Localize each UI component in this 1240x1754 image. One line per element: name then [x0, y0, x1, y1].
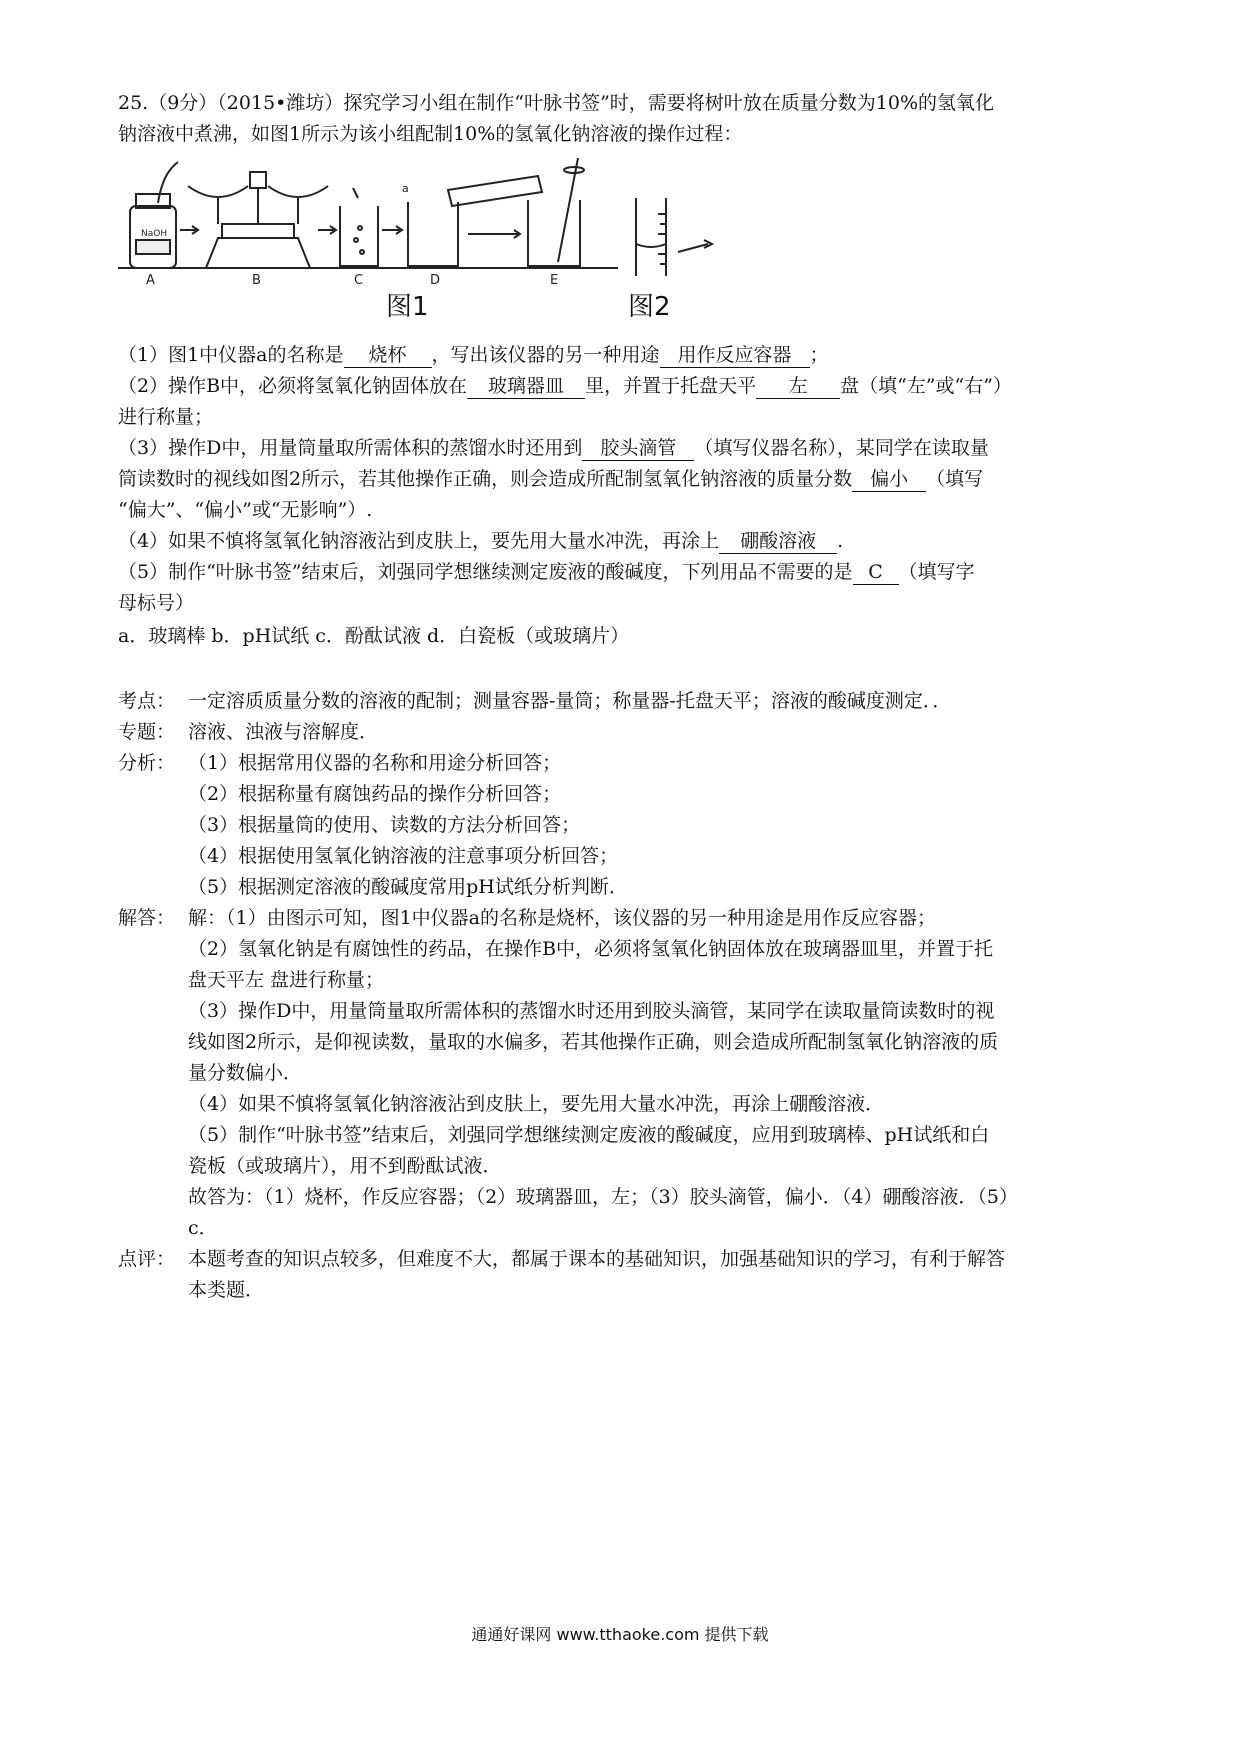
zhuanti-text: 溶液、浊液与溶解度．	[188, 721, 379, 743]
jieda-line: （5）制作“叶脉书签”结束后，刘强同学想继续测定废液的酸碱度，应用到玻璃棒、pH试纸和白	[188, 1124, 990, 1146]
question-5-line2: 母标号）	[118, 592, 195, 614]
label-A: A	[146, 273, 155, 288]
answer-1b: 用作反应容器	[660, 343, 810, 368]
question-5: （5）制作“叶脉书签”结束后，刘强同学想继续测定废液的酸碱度，下列用品不需要的是 C （填写字	[118, 561, 975, 583]
jieda-line: 瓷板（或玻璃片），用不到酚酞试液．	[188, 1155, 502, 1177]
dianping-line: 本题考查的知识点较多，但难度不大，都属于课本的基础知识，加强基础知识的学习，有利于解答	[188, 1248, 1006, 1270]
question-intro-line2: 钠溶液中煮沸，如图1所示为该小组配制10%的氢氧化钠溶液的操作过程：	[118, 123, 743, 145]
dianping-row: 点评： 本题考查的知识点较多，但难度不大，都属于课本的基础知识，加强基础知识的学习，有利于解答 本类题．	[118, 1244, 1128, 1306]
kaodian-text: 一定溶质质量分数的溶液的配制；测量容器-量筒；称量器-托盘天平；溶液的酸碱度测定．．	[188, 690, 952, 712]
jieda-line: c．	[188, 1217, 218, 1239]
jieda-list	[188, 903, 1128, 1244]
fenxi-item: （1）根据常用仪器的名称和用途分析回答；	[188, 752, 562, 774]
jieda-line: 线如图2所示，是仰视读数，量取的水偏多，若其他操作正确，则会造成所配制氢氧化钠溶液的质	[188, 1031, 999, 1053]
label-D: D	[430, 273, 441, 288]
question-2-line2: 进行称量；	[118, 406, 214, 428]
question-options: a．玻璃棒 b．pH试纸 c．酚酞试液 d．白瓷板（或玻璃片）	[118, 625, 630, 647]
answer-1a: 烧杯	[344, 343, 432, 368]
label-C: C	[354, 273, 364, 288]
answer-2b: 左	[756, 374, 840, 399]
page-footer: 通通好课网 www.tthaoke.com 提供下载	[471, 1625, 769, 1644]
label-B: B	[252, 273, 261, 288]
question-4: （4）如果不慎将氢氧化钠溶液沾到皮肤上，要先用大量水冲洗，再涂上 硼酸溶液 .	[118, 530, 844, 552]
jieda-line: 解：（1）由图示可知，图1中仪器a的名称是烧杯，该仪器的另一种用途是用作反应容器；	[188, 907, 937, 929]
answer-3b: 偏小	[852, 467, 926, 492]
fenxi-item: （3）根据量筒的使用、读数的方法分析回答；	[188, 814, 581, 836]
fenxi-item: （2）根据称量有腐蚀药品的操作分析回答；	[188, 783, 562, 805]
question-3: （3）操作D中，用量筒量取所需体积的蒸馏水时还用到 胶头滴管 （填写仪器名称），某同学在读取量	[118, 437, 989, 459]
fenxi-item: （4）根据使用氢氧化钠溶液的注意事项分析回答；	[188, 845, 619, 867]
answer-4: 硼酸溶液	[719, 529, 837, 554]
answer-5: C	[853, 560, 899, 585]
experiment-figure	[118, 158, 748, 336]
jieda-line: 量分数偏小．	[188, 1062, 303, 1084]
fenxi-list	[188, 748, 1128, 903]
figure2-caption: 图2	[628, 292, 671, 322]
question-3-line2: 筒读数时的视线如图2所示，若其他操作正确，则会造成所配制氢氧化钠溶液的质量分数 偏小 （填写	[118, 468, 984, 490]
jieda-line: 故答为：（1）烧杯，作反应容器；（2）玻璃器皿，左；（3）胶头滴管，偏小．（4）硼酸溶液．（5）	[188, 1186, 1018, 1208]
jieda-line: （3）操作D中，用量筒量取所需体积的蒸馏水时还用到胶头滴管，某同学在读取量筒读数时的视	[188, 1000, 995, 1022]
fenxi-row: 分析： （1）根据常用仪器的名称和用途分析回答； （2）根据称量有腐蚀药品的操作分析回答； （3）根据量筒的使用、读数的方法分析回答； （4）根据使用氢氧化钠溶液的注意事项分析回答； （5）根据测定溶液的酸碱度常用pH试纸分析判断．	[118, 748, 1128, 903]
question-1: （1）图1中仪器a的名称是 烧杯 ，写出该仪器的另一种用途 用作反应容器 ；	[118, 344, 829, 366]
figure1-caption: 图1	[386, 292, 429, 322]
zhuanti-row: 专题： 溶液、浊液与溶解度．	[118, 717, 1128, 748]
answer-2a: 玻璃器皿	[467, 374, 585, 399]
kaodian-row: 考点： 一定溶质质量分数的溶液的配制；测量容器-量筒；称量器-托盘天平；溶液的酸碱度测定．．	[118, 686, 1128, 717]
label-E: E	[550, 273, 559, 288]
jieda-row: 解答： 解：（1）由图示可知，图1中仪器a的名称是烧杯，该仪器的另一种用途是用作反应容器； （2）氢氧化钠是有腐蚀性的药品，在操作B中，必须将氢氧化钠固体放在玻璃器皿里，并置于托 盘天平左 盘进行称量； （3）操作D中，用量筒量取所需体积的蒸馏水时还用到胶头滴管，某同学在读取量筒读数时的视 线如图2所示，是仰视读数，量取的水偏多，若其他操作正确，则会造成所配制氢氧化钠溶液的质 量分数偏小． （4）如果不慎将氢氧化钠溶液沾到皮肤上，要先用大量水冲洗，再涂上硼酸溶液． （5）制作“叶脉书签”结束后，刘强同学想继续测定废液的酸碱度，应用到玻璃棒、pH试纸和白 瓷板（或玻璃片），用不到酚酞试液． 故答为：（1）烧杯，作反应容器；（2）玻璃器皿，左；（3）胶头滴管，偏小．（4）硼酸溶液．（5） c．	[118, 903, 1128, 1244]
jieda-line: （4）如果不慎将氢氧化钠溶液沾到皮肤上，要先用大量水冲洗，再涂上硼酸溶液．	[188, 1093, 885, 1115]
question-3-line3: “偏大”、“偏小”或“无影响”）.	[118, 499, 373, 521]
answer-3a: 胶头滴管	[582, 436, 694, 461]
question-page	[118, 88, 1128, 1306]
bottle-label: NaOH	[141, 229, 168, 239]
question-intro-line1: 25.（9分）（2015•潍坊）探究学习小组在制作“叶脉书签”时，需要将树叶放在质量分数为10%的氢氧化	[118, 92, 995, 114]
jieda-line: 盘天平左 盘进行称量；	[188, 969, 385, 991]
fenxi-item: （5）根据测定溶液的酸碱度常用pH试纸分析判断．	[188, 876, 628, 898]
question-2: （2）操作B中，必须将氢氧化钠固体放在 玻璃器皿 里，并置于托盘天平 左 盘（填“左”或“右”）	[118, 375, 1012, 397]
dianping-line: 本类题．	[188, 1279, 265, 1301]
jieda-line: （2）氢氧化钠是有腐蚀性的药品，在操作B中，必须将氢氧化钠固体放在玻璃器皿里，并置于托	[188, 938, 994, 960]
dianping-list	[188, 1244, 1128, 1306]
beaker-tag: a	[402, 182, 409, 195]
